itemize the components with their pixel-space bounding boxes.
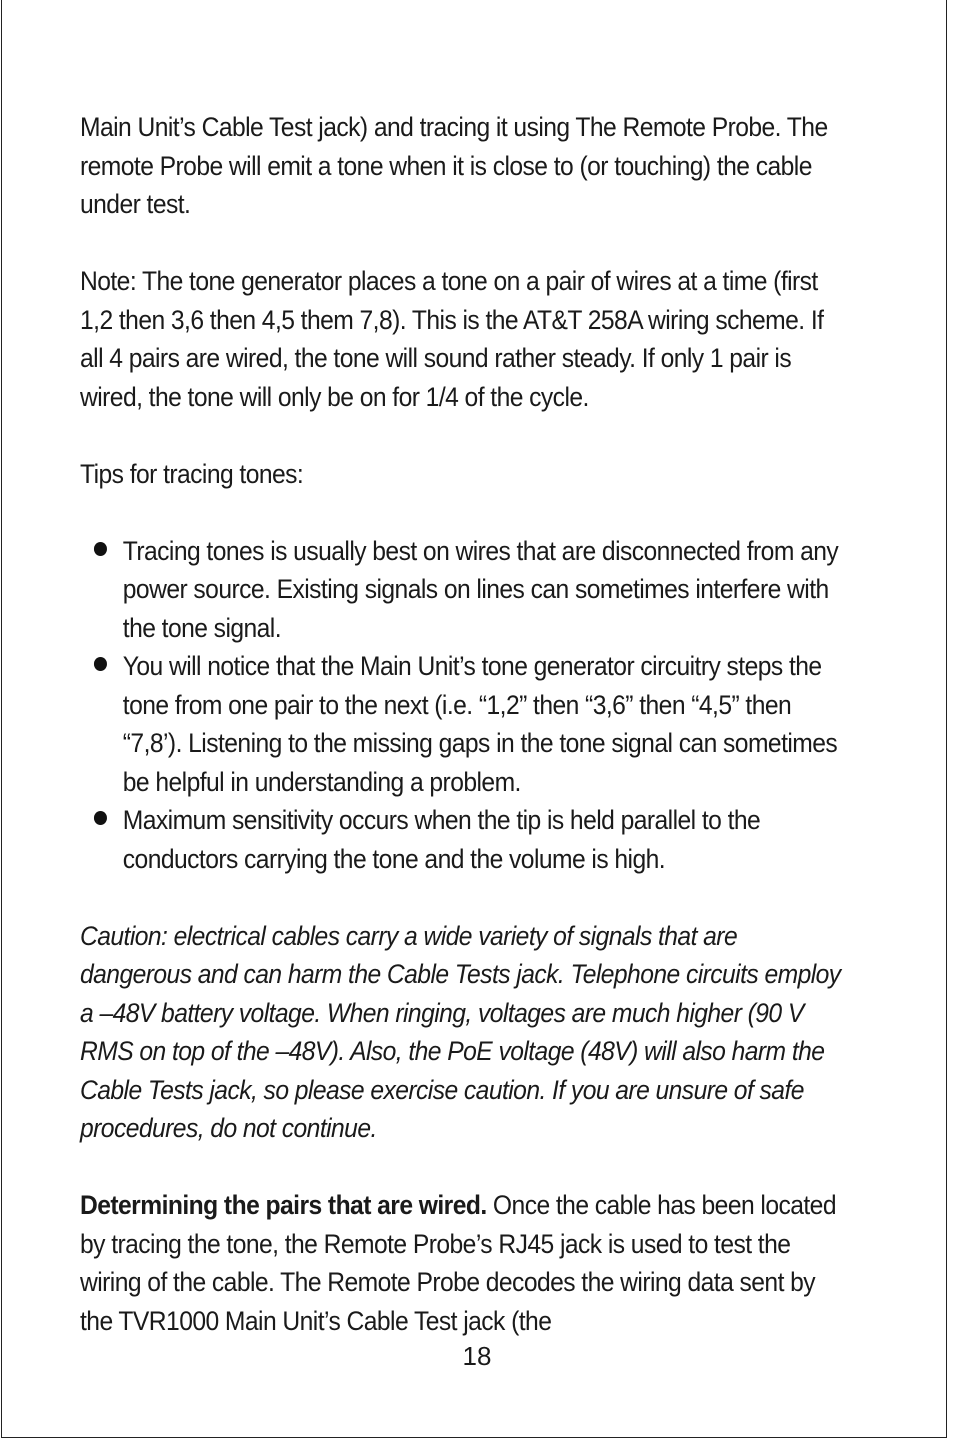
page-content <box>80 108 843 1379</box>
bullet-icon <box>94 542 107 556</box>
list-item <box>80 532 843 648</box>
list-item <box>80 801 843 878</box>
pairs-heading: Determining the pairs that are wired. <box>80 1190 487 1220</box>
pairs-paragraph <box>80 1186 843 1340</box>
tip-text: Maximum sensitivity occurs when the tip is held parallel to the conductors carrying the tone and the volume is high. <box>122 805 761 874</box>
tip-text: Tracing tones is usually best on wires that are disconnected from any power source. Existing signals on lines can sometimes interfere with the tone signal. <box>122 535 839 643</box>
pairs-text: Once the cable has been located by tracing the tone, the Remote Probe’s RJ45 jack is used to test the wiring of the cable. The Remote Probe decodes the wiring data sent by the TVR1000 Main Unit’s Cable Test jack (the <box>80 1190 836 1336</box>
bullet-icon <box>94 811 107 825</box>
bullet-icon <box>94 657 107 671</box>
tips-list <box>80 532 843 879</box>
tips-heading: Tips for tracing tones: <box>80 458 304 489</box>
list-item <box>80 647 843 801</box>
caution-paragraph: Caution: electrical cables carry a wide variety of signals that are dangerous and can harm the Cable Tests jack. Telephone circuits employ a –48V battery voltage. When ringing, voltages are much higher (90 V RMS on top of the –48V). Also, the PoE voltage (48V) will also harm the Cable Tests jack, so please exercise caution. If you are unsure of safe procedures, do not continue. <box>80 920 841 1143</box>
tip-text: You will notice that the Main Unit’s tone generator circuitry steps the tone from one pair to the next (i.e. “1,2” then “3,6” then “4,5” then “7,8’). Listening to the missing gaps in the tone signal can sometimes be helpful in understanding a problem. <box>122 651 838 797</box>
note-paragraph: Note: The tone generator places a tone on a pair of wires at a time (first 1,2 then 3,6 then 4,5 them 7,8). This is the AT&T 258A wiring scheme. If all 4 pairs are wired, the tone will sound rather steady. If only 1 pair is wired, the tone will only be on for 1/4 of the cycle. <box>80 266 824 412</box>
intro-paragraph: Main Unit’s Cable Test jack) and tracing it using The Remote Probe. The remote Probe will emit a tone when it is close to (or touching) the cable under test. <box>80 112 828 219</box>
page-number: 18 <box>462 1341 492 1371</box>
